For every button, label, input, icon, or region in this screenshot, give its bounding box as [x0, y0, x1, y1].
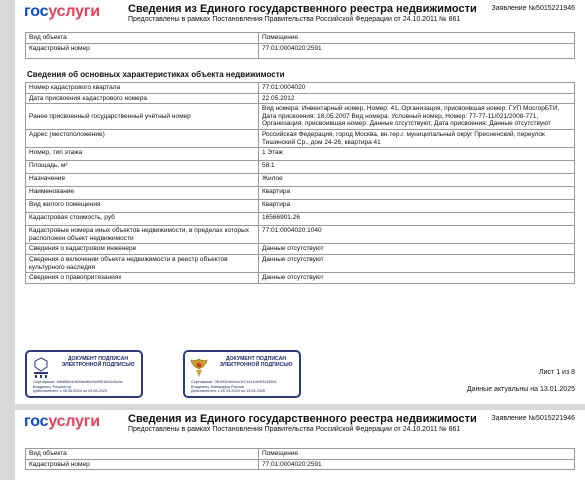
stamp-title: ДОКУМЕНТ ПОДПИСАН ЭЛЕКТРОННОЙ ПОДПИСЬЮ [61, 356, 135, 368]
document-title: Сведения из Единого государственного реестра недвижимости [128, 413, 477, 425]
table-row [26, 174, 575, 187]
row-value: Помещение [259, 33, 575, 44]
table-row [26, 187, 575, 200]
table-row [26, 244, 575, 255]
row-label: Дата присвоения кадастрового номера [26, 93, 259, 104]
table-row [26, 93, 575, 104]
row-value: 77:01:0004020:1040 [259, 226, 575, 244]
row-label: Ранее присвоенный государственный учётный номер [26, 104, 259, 130]
eagle-emblem-icon [190, 357, 208, 379]
row-value: Российская Федерация, город Москва, вн.тер.г. муниципальный округ Пресненский, переулок Тишинский Ср., дом 24-26, квартира 41 [259, 129, 575, 147]
table-row [26, 459, 575, 470]
statement-number: Заявление №5015221946 [491, 415, 575, 422]
row-value: 58.1 [259, 161, 575, 174]
row-label: Вид жилого помещения [26, 200, 259, 213]
row-label: Сведения о включении объекта недвижимости в реестр объектов культурного наследия [26, 254, 259, 272]
row-value: 22.05.2012 [259, 93, 575, 104]
row-value: 77:01:0004020:2591 [259, 459, 575, 470]
table-row [26, 43, 575, 58]
row-label: Кадастровые номера иных объектов недвижимости, в пределах которых расположен объект недвижимости [26, 226, 259, 244]
document-page-2 [15, 410, 585, 480]
document-page-1 [15, 0, 585, 404]
document-subtitle: Предоставлены в рамках Постановления Правительства Российской Федерации от 24.10.2011 № 861 [128, 426, 461, 433]
row-value: Жилое [259, 174, 575, 187]
stamp-details: Сертификат: 6db65b04d694be8bd3a9951f63444c9c Владелец: Росреестр Действителен: с 05.06.2024 по 29.08.2025 [33, 380, 123, 394]
document-header [15, 410, 585, 440]
row-label: Кадастровый номер [26, 459, 259, 470]
object-id-table [25, 32, 575, 59]
row-label: Номер кадастрового квартала [26, 83, 259, 94]
row-value: Помещение [259, 449, 575, 460]
table-row [26, 148, 575, 161]
row-label: Сведения о правопритязаниях [26, 273, 259, 284]
table-row [26, 449, 575, 460]
table-row [26, 213, 575, 226]
characteristics-table [25, 82, 575, 284]
row-label: Наименование [26, 187, 259, 200]
row-value: 77:01:0004020 [259, 83, 575, 94]
row-label: Кадастровый номер [26, 43, 259, 58]
table-row [26, 161, 575, 174]
section-title: Сведения об основных характеристиках объекта недвижимости [27, 70, 285, 79]
row-value: 16566901.26 [259, 213, 575, 226]
row-value: 77:01:0004020:2591 [259, 43, 575, 58]
table-row [26, 129, 575, 147]
gosuslugi-logo: госуслуги [24, 3, 100, 20]
row-label: Площадь, м² [26, 161, 259, 174]
data-actual-date: Данные актуальны на 13.01.2025 [466, 386, 575, 393]
table-row [26, 83, 575, 94]
row-value: Данные отсутствуют [259, 273, 575, 284]
electronic-signature-stamp [183, 350, 301, 398]
row-value: Данные отсутствуют [259, 244, 575, 255]
row-label: Кадастровая стоимость, руб [26, 213, 259, 226]
gosuslugi-logo: госуслуги [24, 413, 100, 430]
table-row [26, 200, 575, 213]
row-label: Назначение [26, 174, 259, 187]
statement-number: Заявление №5015221946 [491, 5, 575, 12]
page-number: Лист 1 из 8 [539, 369, 575, 376]
coat-of-arms-icon [32, 357, 50, 379]
row-value: Вид номера: Инвентарный номер, Номер: 41, Организация, присвоившая номер: ГУП МосгорБТИ, Дата присвоения: 18.05.2007 Вид номера: Условный номер, Номер: 77-77-11/021/2008-771, Организация, присвоившая номер: Данные отсутствуют, Дата присвоения: Данные отсутствуют [259, 104, 575, 130]
row-label: Номер, тип этажа [26, 148, 259, 161]
row-value: 1 Этаж [259, 148, 575, 161]
row-value: Данные отсутствуют [259, 254, 575, 272]
row-value: Квартира [259, 200, 575, 213]
document-title: Сведения из Единого государственного реестра недвижимости [128, 3, 477, 15]
table-row [26, 226, 575, 244]
stamp-title: ДОКУМЕНТ ПОДПИСАН ЭЛЕКТРОННОЙ ПОДПИСЬЮ [219, 356, 293, 368]
row-label: Вид объекта [26, 449, 259, 460]
row-value: Квартира [259, 187, 575, 200]
table-row [26, 273, 575, 284]
table-row [26, 33, 575, 44]
stamp-details: Сертификат: 3f1893c3eebcc1b7e1164e9f3119551 Владелец: Минцифры России Действителен: с 20.03.2024 по 13.06.2025 [191, 380, 277, 394]
document-subtitle: Предоставлены в рамках Постановления Правительства Российской Федерации от 24.10.2011 № 861 [128, 16, 461, 23]
electronic-signature-stamp [25, 350, 143, 398]
table-row [26, 254, 575, 272]
table-row [26, 104, 575, 130]
object-id-table [25, 448, 575, 470]
document-header [15, 0, 585, 30]
row-label: Вид объекта [26, 33, 259, 44]
row-label: Сведения о кадастровом инженере [26, 244, 259, 255]
row-label: Адрес (местоположение) [26, 129, 259, 147]
